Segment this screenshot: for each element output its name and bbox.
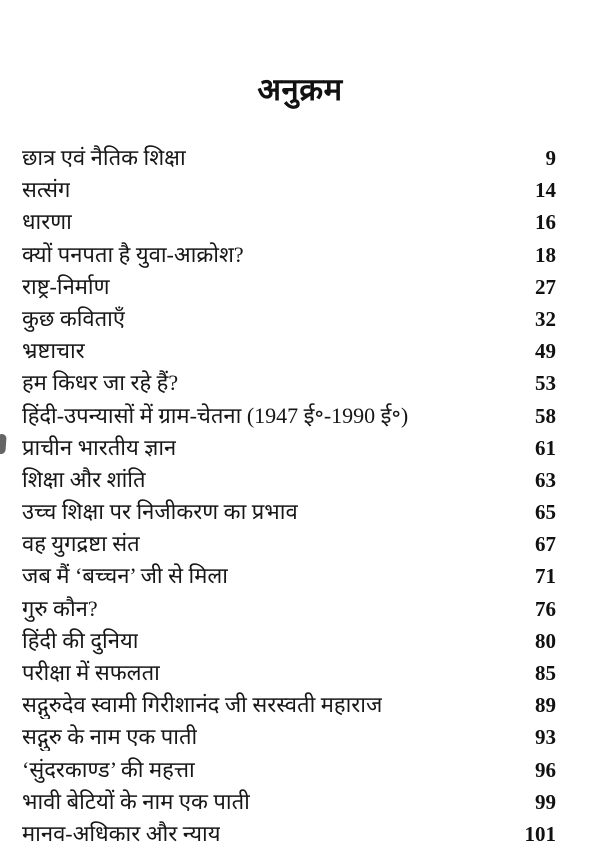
toc-entry-title: जब मैं ‘बच्चन’ जी से मिला <box>22 563 228 589</box>
toc-entry-title: हिंदी-उपन्यासों में ग्राम-चेतना (1947 ई॰-1990 ई॰) <box>22 402 409 428</box>
toc-entry-page: 67 <box>535 532 556 557</box>
toc-entry-page: 101 <box>524 821 556 846</box>
toc-entry <box>22 239 556 271</box>
toc-entry-page: 53 <box>535 371 556 396</box>
toc-entry-page: 76 <box>535 596 556 621</box>
toc-entry-page: 49 <box>535 339 556 364</box>
toc-entry-page: 14 <box>535 178 556 203</box>
toc-entry-title: छात्र एवं नैतिक शिक्षा <box>22 145 186 170</box>
toc-entry <box>22 754 556 786</box>
toc-entry-title: राष्ट्र-निर्माण <box>22 273 110 299</box>
toc-entry <box>22 303 556 335</box>
toc-entry-title: भ्रष्टाचार <box>22 338 85 364</box>
toc-entry-page: 85 <box>535 661 556 685</box>
toc-entry <box>22 721 556 753</box>
toc-entry <box>22 818 556 850</box>
toc-entry <box>22 142 556 174</box>
toc-entry-title: हम किधर जा रहे हैं? <box>22 370 179 396</box>
toc-entry <box>22 689 556 721</box>
toc-entry-title: भावी बेटियों के नाम एक पाती <box>22 788 250 814</box>
toc-entry <box>22 400 556 432</box>
toc-entry-title: हिंदी की दुनिया <box>22 627 139 653</box>
toc-entry-page: 80 <box>535 628 556 653</box>
toc-entry-title: सत्संग <box>22 177 71 203</box>
toc-entry-page: 58 <box>535 403 556 428</box>
toc-entry-page: 65 <box>535 500 556 525</box>
toc-entry <box>22 528 556 560</box>
scan-smudge-artifact <box>0 434 7 455</box>
toc-entry-page: 32 <box>535 306 556 331</box>
toc-entry <box>22 271 556 303</box>
toc-entry-title: प्राचीन भारतीय ज्ञान <box>22 434 177 460</box>
toc-entry-title: सद्गुरु के नाम एक पाती <box>22 724 198 750</box>
toc-entry-page: 63 <box>535 467 556 492</box>
toc-entry-title: उच्च शिक्षा पर निजीकरण का प्रभाव <box>22 499 298 525</box>
toc-entry-title: क्यों पनपता है युवा-आक्रोश? <box>22 241 244 267</box>
toc-entry-page: 61 <box>535 435 556 460</box>
toc-entry <box>22 496 556 528</box>
toc-entry-title: सद्गुरुदेव स्वामी गिरीशानंद जी सरस्वती महाराज <box>22 692 383 718</box>
toc-entry-title: गुरु कौन? <box>22 595 98 621</box>
toc-entry <box>22 657 556 689</box>
toc-entry <box>22 464 556 496</box>
toc-entry-page: 89 <box>535 693 556 718</box>
toc-entry <box>22 625 556 657</box>
toc-entry <box>22 367 556 399</box>
toc-entry <box>22 560 556 592</box>
table-of-contents <box>22 142 556 850</box>
toc-entry-page: 93 <box>535 725 556 750</box>
toc-entry-page: 18 <box>535 242 556 267</box>
toc-entry-page: 99 <box>535 789 556 814</box>
toc-entry-title: मानव-अधिकार और न्याय <box>22 820 221 846</box>
toc-entry-title: ‘सुंदरकाण्ड’ की महत्ता <box>22 756 195 782</box>
toc-entry-page: 71 <box>535 564 556 589</box>
toc-entry-page: 27 <box>535 274 556 299</box>
toc-entry <box>22 786 556 818</box>
toc-entry-title: परीक्षा में सफलता <box>22 660 160 685</box>
toc-entry-title: शिक्षा और शांति <box>22 466 146 492</box>
toc-entry-title: कुछ कविताएँ <box>22 305 126 331</box>
toc-entry <box>22 174 556 206</box>
toc-entry-title: वह युगद्रष्टा संत <box>22 531 140 557</box>
toc-entry-page: 9 <box>545 146 556 170</box>
toc-entry-page: 16 <box>535 210 556 235</box>
toc-entry-title: धारणा <box>22 209 72 235</box>
toc-entry <box>22 206 556 238</box>
page-title: अनुक्रम <box>257 72 343 107</box>
toc-entry <box>22 432 556 464</box>
toc-entry <box>22 593 556 625</box>
toc-entry-page: 96 <box>535 757 556 782</box>
toc-entry <box>22 335 556 367</box>
